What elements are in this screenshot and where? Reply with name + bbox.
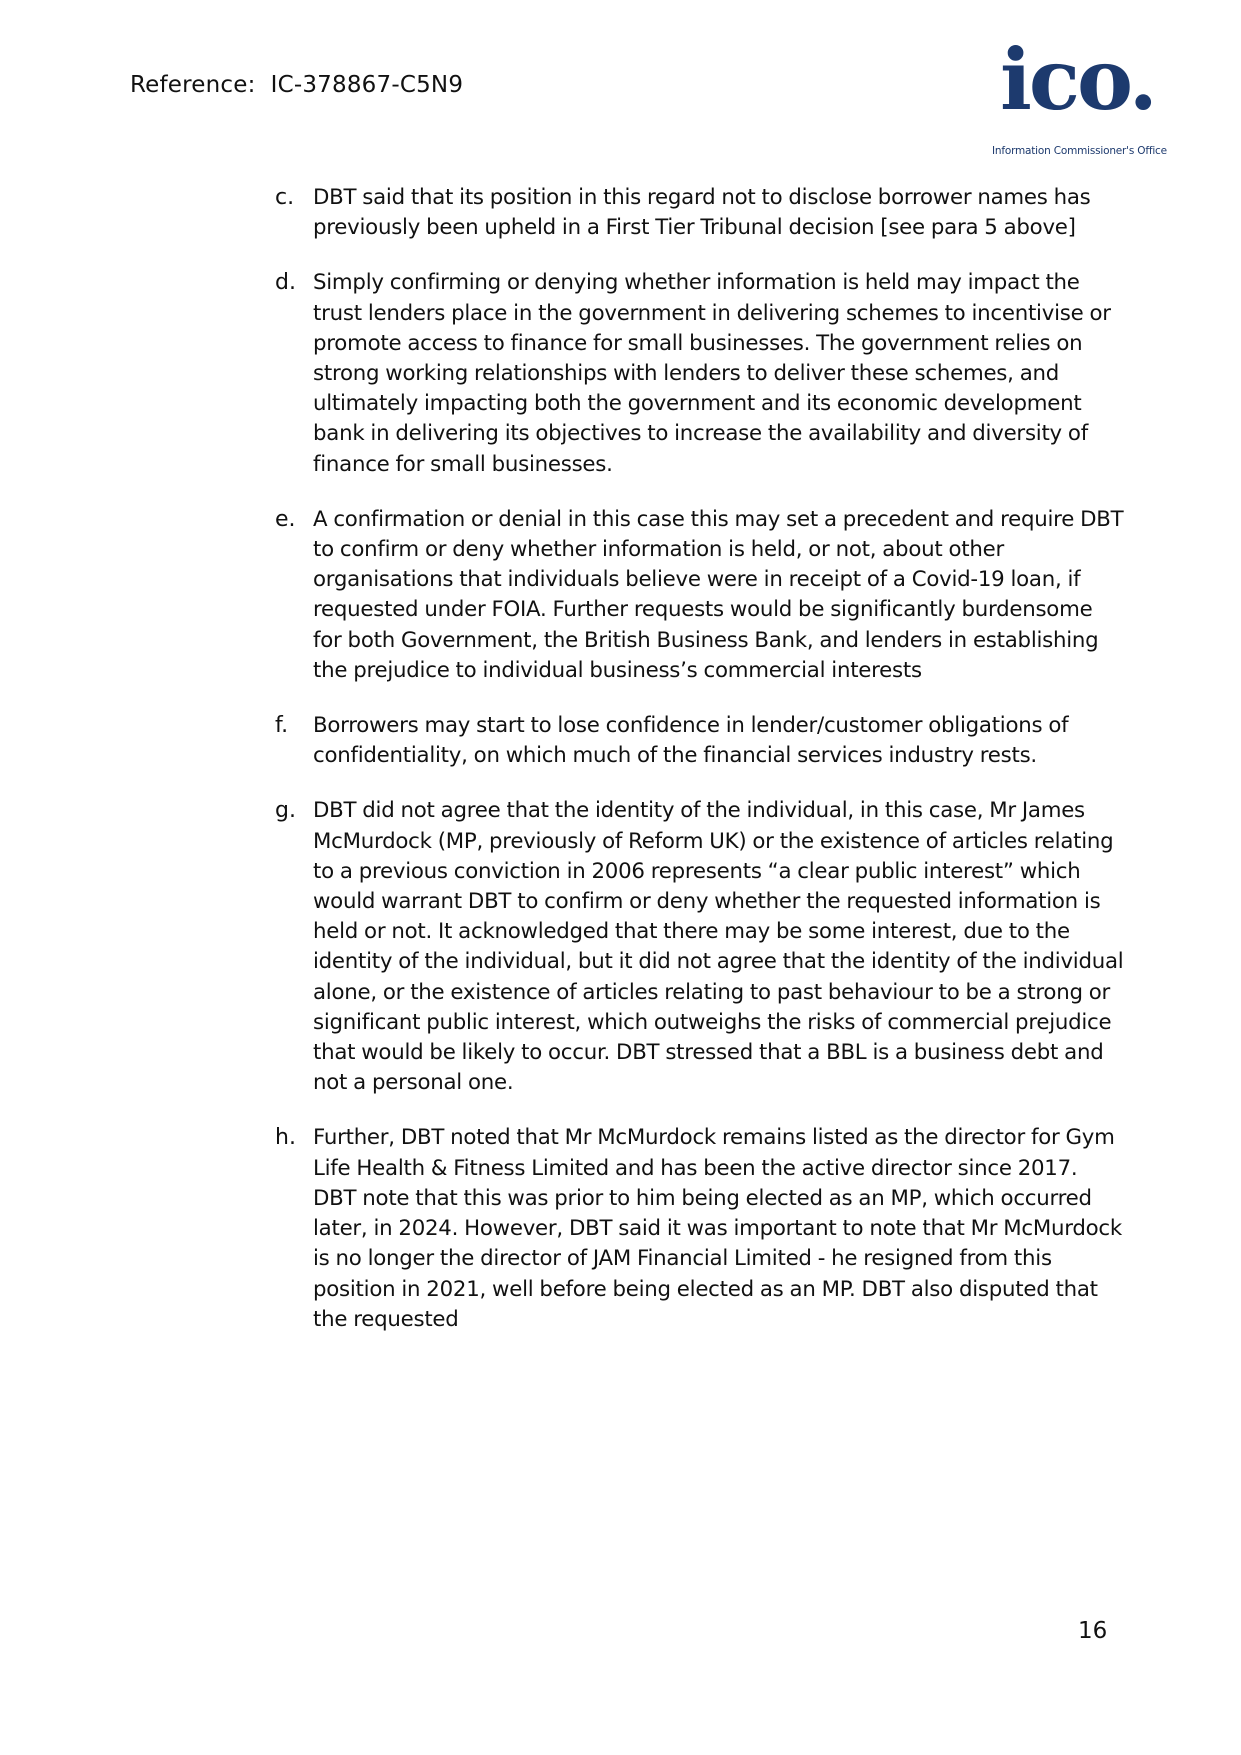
list-marker: c. [275, 185, 295, 210]
list-item-e [275, 505, 1125, 686]
list-item-d [275, 268, 1125, 479]
page-number: 16 [1078, 1618, 1108, 1644]
list-item-h [275, 1123, 1125, 1334]
ico-logo-wordmark: ico. [1000, 30, 1155, 129]
list-item-g [275, 796, 1125, 1098]
list-item-text: Simply confirming or denying whether information is held may impact the trust lenders place in the government in delivering schemes to incentivise or promote access to finance for small businesses. The government relies on strong working relationships with lenders to deliver these schemes, and ultimately impacting both the government and its economic development bank in delivering its objectives to increase the availability and diversity of finance for small businesses. [313, 270, 1111, 477]
list-marker: g. [275, 798, 296, 824]
ico-logo-subtitle: Information Commissioner's Office [992, 145, 1167, 157]
lettered-paragraph-list [275, 183, 1125, 1360]
list-marker: e. [275, 506, 296, 532]
list-marker: f. [275, 713, 289, 739]
list-item-text: DBT said that its position in this regard not to disclose borrower names has previously been upheld in a First Tier Tribunal decision [see para 5 above] [313, 185, 1091, 241]
list-item-text: DBT did not agree that the identity of the individual, in this case, Mr James McMurdock (MP, previously of Reform UK) or the existence of articles relating to a previous conviction in 2006 represents “a clear public interest” which would warrant DBT to confirm or deny whether the requested information is held or not. It acknowledged that there may be some interest, due to the identity of the individual, but it did not agree that the identity of the individual alone, or the existence of articles relating to past behaviour to be a strong or significant public interest, which outweighs the risks of commercial prejudice that would be likely to occur. DBT stressed that a BBL is a business debt and not a personal one. [313, 798, 1124, 1096]
list-item-f [275, 711, 1125, 771]
list-marker: h. [275, 1125, 296, 1151]
list-marker: d. [275, 270, 296, 296]
reference-number: Reference: IC-378867-C5N9 [130, 72, 464, 98]
ico-logo [990, 30, 1180, 164]
list-item-text: Further, DBT noted that Mr McMurdock remains listed as the director for Gym Life Health & Fitness Limited and has been the active director since 2017. DBT note that this was prior to him being elected as an MP, which occurred later, in 2024. However, DBT said it was important to note that Mr McMurdock is no longer the director of JAM Financial Limited - he resigned from this position in 2021, well before being elected as an MP. DBT also disputed that the requested [313, 1125, 1122, 1332]
list-item-text: A confirmation or denial in this case this may set a precedent and require DBT to confirm or deny whether information is held, or not, about other organisations that individuals believe were in receipt of a Covid-19 loan, if requested under FOIA. Further requests would be significantly burdensome for both Government, the British Business Bank, and lenders in establishing the prejudice to individual business’s commercial interests [313, 506, 1124, 683]
list-item-text: Borrowers may start to lose confidence in lender/customer obligations of confidentiality, on which much of the financial services industry rests. [313, 713, 1069, 769]
list-item-c [275, 183, 1125, 243]
